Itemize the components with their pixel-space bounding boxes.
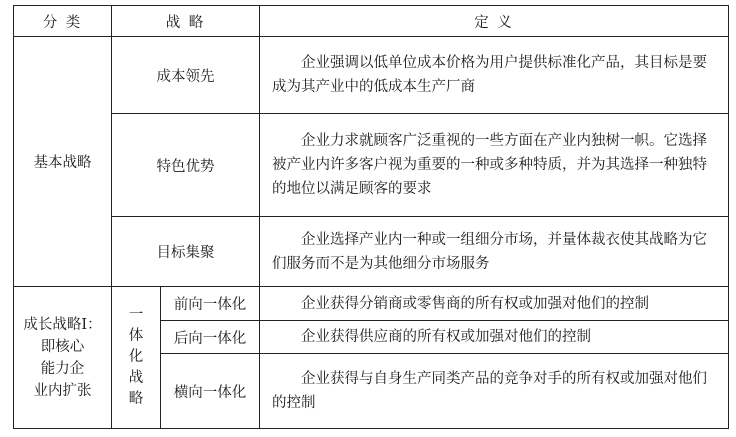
definition-text: 企业获得供应商的所有权或加强对他们的控制: [301, 329, 592, 345]
strategy-cell: 成本领先: [112, 37, 260, 114]
strategy-cell: 前向一体化: [161, 287, 260, 321]
table-row: [14, 287, 729, 321]
group-char: 略: [128, 391, 144, 407]
table-row: [14, 217, 729, 287]
category-cell-growth: [14, 287, 112, 429]
category-cell-basic: 基本战略: [14, 37, 112, 287]
strategy-cell: 目标集聚: [112, 217, 260, 287]
definition-text: 企业力求就顾客广泛重视的一些方面在产业内独树一帜。它选择被产业内许多客户视为重要的一种或多种特质，并为其选择一种独特的地位以满足顾客的要求: [272, 133, 708, 197]
header-row: [14, 6, 729, 37]
integration-group-cell: [112, 287, 161, 429]
definition-cell: [260, 321, 729, 354]
table-row: [14, 114, 729, 217]
group-char: 体: [128, 328, 144, 344]
definition-text: 企业强调以低单位成本价格为用户提供标准化产品，其目标是要成为其产业中的低成本生产厂商: [272, 55, 708, 95]
header-category: 分 类: [14, 6, 112, 37]
definition-cell: [260, 287, 729, 321]
header-strategy: 战 略: [112, 6, 260, 37]
definition-text: 企业选择产业内一种或一组细分市场，并量体裁衣使其战略为它们服务而不是为其他细分市场服务: [272, 231, 708, 272]
category-line: 能力企: [40, 360, 85, 377]
definition-cell: [260, 37, 729, 114]
group-char: 战: [128, 370, 144, 386]
definition-cell: [260, 354, 729, 429]
header-definition: 定 义: [260, 6, 729, 37]
category-line: 即核心: [40, 338, 85, 355]
group-char: 化: [128, 349, 144, 365]
strategy-cell: 横向一体化: [161, 354, 260, 429]
group-char: 一: [128, 307, 144, 323]
category-line: 业内扩张: [33, 382, 92, 399]
category-line: 成长战略Ⅰ：: [23, 316, 102, 333]
strategy-cell: 后向一体化: [161, 321, 260, 354]
strategy-cell: 特色优势: [112, 114, 260, 217]
table-row: [14, 37, 729, 114]
definition-cell: [260, 114, 729, 217]
definition-text: 企业获得分销商或零售商的所有权或加强对他们的控制: [301, 295, 650, 312]
definition-text: 企业获得与自身生产同类产品的竞争对手的所有权或加强对他们的控制: [272, 371, 708, 411]
strategy-table: [13, 5, 729, 429]
definition-cell: [260, 217, 729, 287]
